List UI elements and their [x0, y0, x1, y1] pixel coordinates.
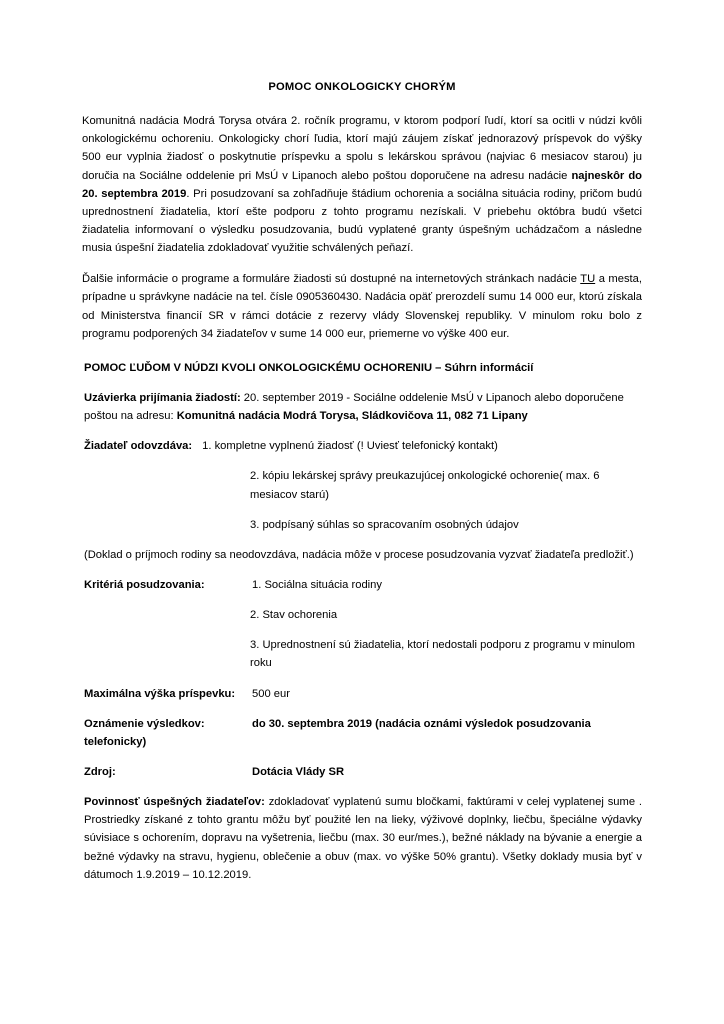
applicant-submits-item-3-row: [82, 516, 642, 534]
criteria-item-1: 1. Sociálna situácia rodiny: [252, 578, 382, 591]
intro-text-part-2: . Pri posudzovaní sa zohľadňuje štádium ochorenia a sociálna situácia rodiny, pričom budú uprednostnení žiadatelia, ktorí ešte podporu z tohto programu nezískali. V priebehu októbra budú všetci žiadatelia informovaní o výsledku posudzovania, budú vyplatené granty úspešným uchádzačom a následne musia úspešní žiadatelia zdokladovať využitie schválených peňazí.: [82, 187, 642, 255]
results-announcement-label-line-2: telefonicky): [84, 735, 147, 748]
deadline-block: [82, 389, 642, 425]
source-value: Dotácia Vlády SR: [252, 765, 345, 778]
applicant-submits-label: Žiadateľ odovzdáva:: [84, 440, 193, 453]
page-title: POMOC ONKOLOGICKY CHORÝM: [268, 81, 456, 93]
results-announcement-row: [82, 715, 642, 751]
deadline-value-part-1: 20. september 2019 - Sociálne oddelenie MsÚ v Lipanoch alebo doporučene poštou na adresu:: [84, 391, 624, 423]
intro-deadline-bold: najneskôr do 20. septembra 2019: [82, 169, 642, 200]
criteria-item-3-row: [82, 636, 642, 672]
obligation-block: [82, 793, 642, 884]
applicant-submits-item-2-row: [82, 467, 642, 503]
deadline-label: Uzávierka prijímania žiadostí:: [84, 391, 241, 404]
applicant-submits-item-3: 3. podpísaný súhlas so spracovaním osobných údajov: [250, 518, 519, 531]
applicant-submits-item-2: 2. kópiu lekárskej správy preukazujúcej onkologické ochorenie( max. 6 mesiacov starú): [250, 470, 600, 501]
income-note: (Doklad o príjmoch rodiny sa neodovzdáva, nadácia môže v procese posudzovania vyzvať žiadateľa predložiť.): [84, 548, 634, 561]
results-announcement-value: do 30. septembra 2019 (nadácia oznámi výsledok posudzovania: [252, 717, 591, 730]
section-heading-summary: POMOC ĽUĎOM V NÚDZI KVOLI ONKOLOGICKÉMU OCHORENIU – Súhrn informácií: [84, 361, 534, 374]
max-amount-value: 500 eur: [252, 687, 290, 700]
more-info-text-part-1: Ďalšie informácie o programe a formuláre žiadosti sú dostupné na internetových stránkach nadácie: [82, 273, 581, 286]
document-body: [82, 78, 642, 884]
criteria-item-2: 2. Stav ochorenia: [250, 609, 338, 622]
intro-paragraph: [82, 112, 642, 257]
results-announcement-label-line-1: Oznámenie výsledkov:: [84, 717, 205, 730]
intro-text-part-1: Komunitná nadácia Modrá Torysa otvára 2. ročník programu, v ktorom podporí ľudí, ktorí sa ocitli v núdzi kvôli onkologickému ochoreniu. Onkologicky chorí ľudia, ktorí majú záujem získať jednorazový príspevok do výšky 500 eur vyplnia žiadosť o poskytnutie príspevku a spolu s lekárskou správou (najviac 6 mesiacov starou) ju doručia na Sociálne oddelenie pri MsÚ v Lipanoch alebo poštou doporučene na adresu nadácie: [82, 115, 642, 182]
more-info-text-part-2: a mesta, prípadne u správkyne nadácie na tel. čísle 0905360430. Nadácia opäť prerozdelí sumu 14 000 eur, ktorú získala od Ministerstva financií SR v rámci dotácie z rezervy vlády Slovenskej republiky. V minulom roku bolo z programu podporených 34 žiadateľov v sume 14 000 eur, priemerne vo výške 400 eur.: [82, 273, 643, 340]
deadline-address: Komunitná nadácia Modrá Torysa, Sládkovičova 11, 082 71 Lipany: [176, 410, 528, 423]
source-label: Zdroj:: [84, 765, 116, 778]
more-info-paragraph: [82, 270, 642, 343]
max-amount-label: Maximálna výška príspevku:: [84, 687, 236, 700]
max-amount-row: [82, 685, 642, 703]
source-row: [82, 763, 642, 781]
applicant-submits-row: [82, 437, 642, 455]
results-announcement-label: [84, 715, 252, 751]
criteria-item-2-row: [82, 606, 642, 624]
applicant-submits-item-1: 1. kompletne vyplnenú žiadosť (! Uviesť telefonický kontakt): [202, 440, 498, 453]
foundation-website-link[interactable]: TU: [580, 273, 596, 286]
criteria-item-3: 3. Uprednostnení sú žiadatelia, ktorí nedostali podporu z programu v minulom roku: [250, 639, 635, 670]
obligation-label: Povinnosť úspešných žiadateľov:: [84, 796, 265, 809]
obligation-value: zdokladovať vyplatenú sumu bločkami, faktúrami v celej vyplatenej sume . Prostriedky získané z tohto grantu môžu byť použité len na lieky, výživové doplnky, liečbu, špeciálne výdavky súvisiace s ochorením, dopravu na vyšetrenia, liečbu (max. 30 eur/mes.), bežné náklady na bývanie a energie a bežné výdavky na stravu, hygienu, oblečenie a obuv (max. vo výške 50% grantu). Všetky doklady musia byť v dátumoch 1.9.2019 – 10.12.2019.: [84, 796, 643, 881]
criteria-label: Kritériá posudzovania:: [84, 578, 205, 591]
criteria-row: [82, 576, 642, 594]
